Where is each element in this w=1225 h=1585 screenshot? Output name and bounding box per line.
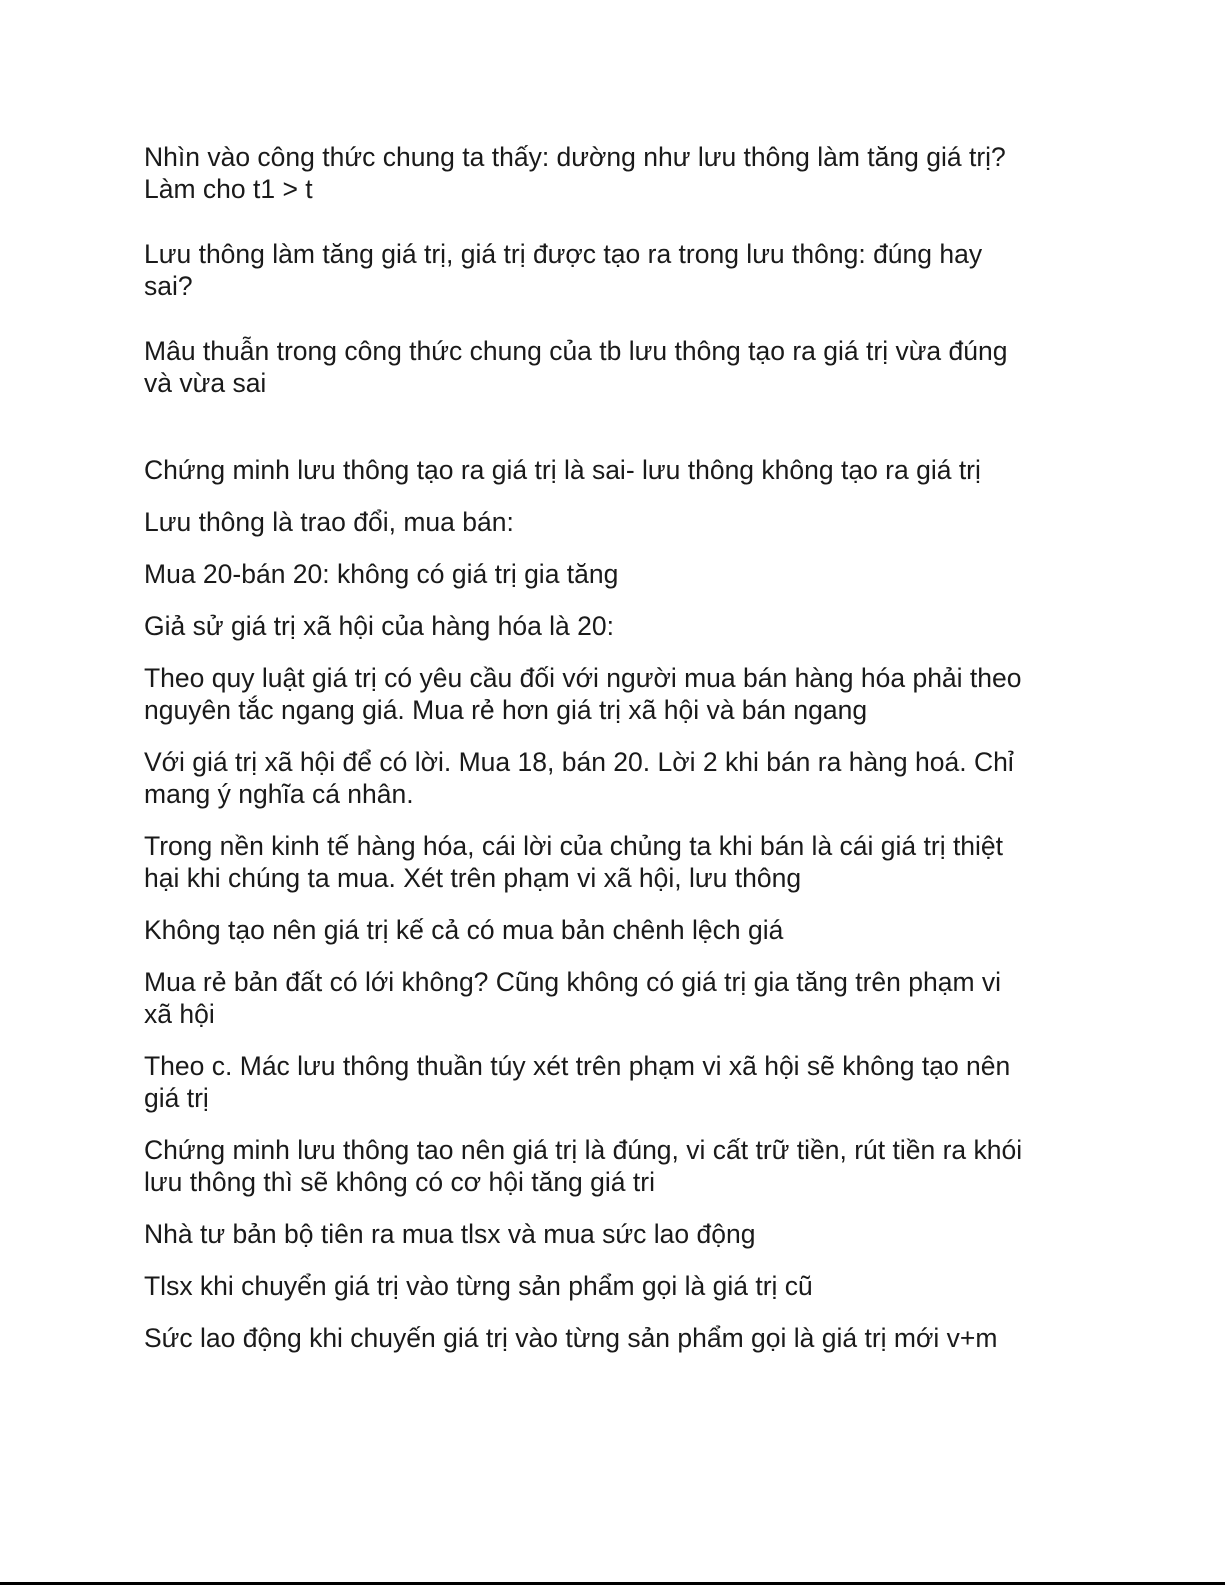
- text-line: Làm cho t1 > t: [144, 174, 313, 204]
- text-line: Mua rẻ bản đất có lới không? Cũng không có giá trị gia tăng trên phạm vi: [144, 967, 1002, 997]
- text-line: Trong nền kinh tế hàng hóa, cái lời của chủng ta khi bán là cái giá trị thiệt: [144, 831, 1004, 861]
- text-line: xã hội: [144, 999, 215, 1029]
- text-line: Lưu thông là trao đổi, mua bán:: [144, 507, 514, 537]
- paragraph: [144, 1050, 1084, 1114]
- paragraph: [144, 610, 1084, 642]
- text-line: Giả sử giá trị xã hội của hàng hóa là 20:: [144, 611, 614, 641]
- paragraph: [144, 141, 1084, 205]
- paragraph: [144, 830, 1084, 894]
- paragraph: [144, 914, 1084, 946]
- text-line: Nhìn vào công thức chung ta thấy: dường như lưu thông làm tăng giá trị?: [144, 142, 1006, 172]
- text-line: Tlsx khi chuyển giá trị vào từng sản phẩm gọi là giá trị cũ: [144, 1271, 813, 1301]
- paragraph: [144, 1270, 1084, 1302]
- paragraph: [144, 1134, 1084, 1198]
- text-line: Chứng minh lưu thông tạo ra giá trị là sai- lưu thông không tạo ra giá trị: [144, 455, 981, 485]
- text-line: sai?: [144, 271, 193, 301]
- text-line: Theo c. Mác lưu thông thuần túy xét trên phạm vi xã hội sẽ không tạo nên: [144, 1051, 1011, 1081]
- text-line: Không tạo nên giá trị kế cả có mua bản chênh lệch giá: [144, 915, 784, 945]
- paragraph: [144, 238, 1084, 302]
- text-line: Mua 20-bán 20: không có giá trị gia tăng: [144, 559, 619, 589]
- text-line: giá trị: [144, 1083, 209, 1113]
- text-line: Theo quy luật giá trị có yêu cầu đối với người mua bán hàng hóa phải theo: [144, 663, 1022, 693]
- text-line: Với giá trị xã hội để có lời. Mua 18, bán 20. Lời 2 khi bán ra hàng hoá. Chỉ: [144, 747, 1014, 777]
- text-line: và vừa sai: [144, 368, 267, 398]
- text-line: Sức lao động khi chuyến giá trị vào từng sản phẩm gọi là giá trị mới v+m: [144, 1323, 998, 1353]
- paragraph: [144, 558, 1084, 590]
- text-line: Lưu thông làm tăng giá trị, giá trị được tạo ra trong lưu thông: đúng hay: [144, 239, 983, 269]
- paragraph: [144, 335, 1084, 399]
- text-line: Chứng minh lưu thông tao nên giá trị là đúng, vi cất trữ tiền, rút tiền ra khói: [144, 1135, 1023, 1165]
- paragraph: [144, 1218, 1084, 1250]
- text-line: hại khi chúng ta mua. Xét trên phạm vi xã hội, lưu thông: [144, 863, 802, 893]
- text-line: Nhà tư bản bộ tiên ra mua tlsx và mua sức lao động: [144, 1219, 756, 1249]
- paragraph: [144, 454, 1084, 486]
- paragraph: [144, 1322, 1084, 1354]
- text-line: nguyên tắc ngang giá. Mua rẻ hơn giá trị xã hội và bán ngang: [144, 695, 868, 725]
- paragraph: [144, 966, 1084, 1030]
- text-line: mang ý nghĩa cá nhân.: [144, 779, 414, 809]
- paragraph: [144, 662, 1084, 726]
- paragraph: [144, 746, 1084, 810]
- document-body: [144, 141, 1084, 1374]
- text-line: Mâu thuẫn trong công thức chung của tb lưu thông tạo ra giá trị vừa đúng: [144, 336, 1008, 366]
- text-line: lưu thông thì sẽ không có cơ hội tăng giá tri: [144, 1167, 655, 1197]
- paragraph: [144, 506, 1084, 538]
